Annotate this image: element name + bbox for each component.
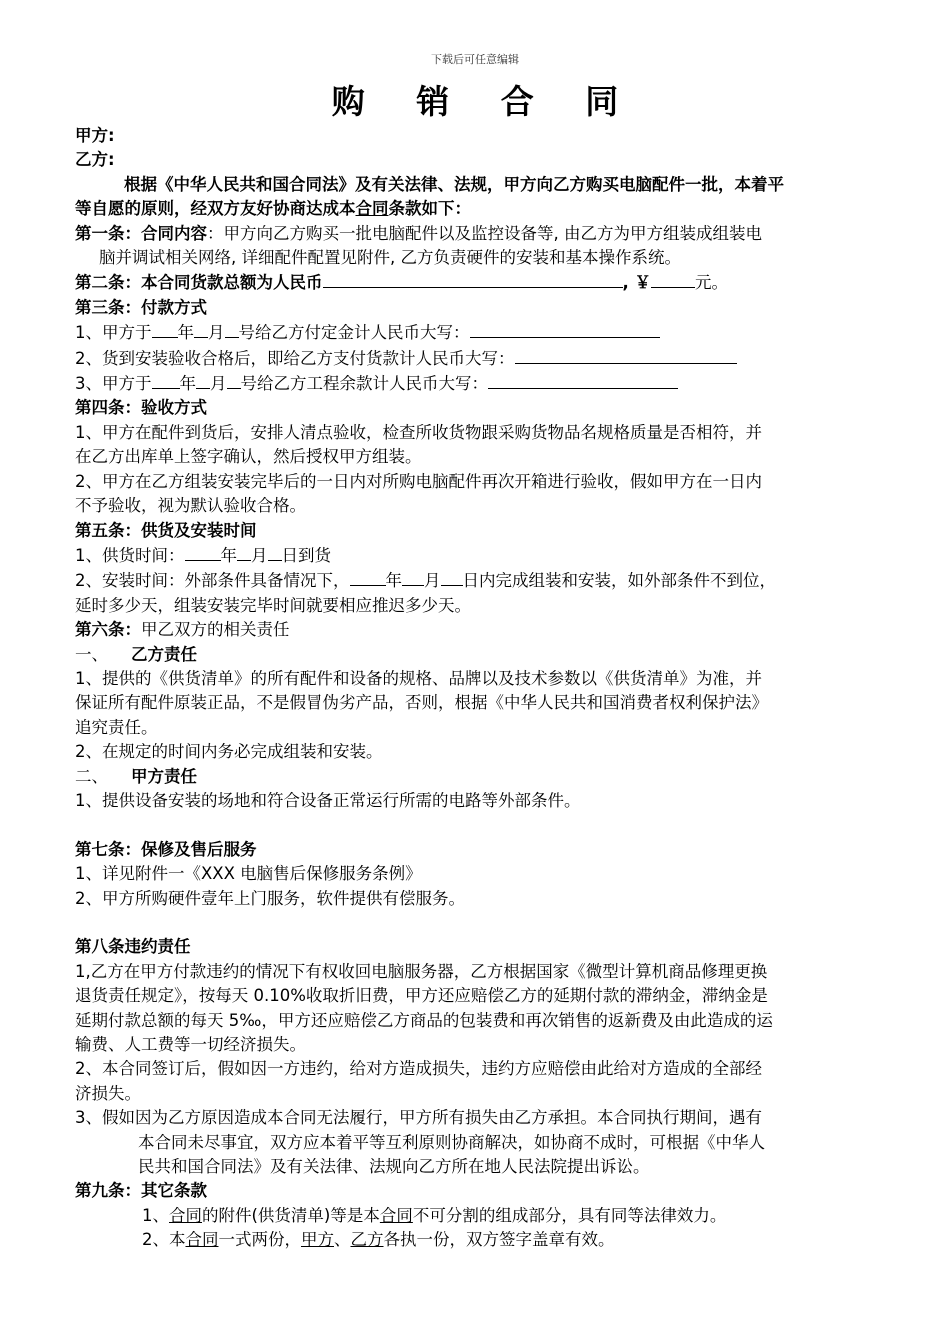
preamble-line-2: 等自愿的原则，经双方友好协商达成本合同条款如下： — [75, 199, 471, 219]
party-b-label: 乙方: — [75, 150, 115, 170]
article-8-p2-line-2: 济损失。 — [75, 1083, 141, 1103]
article-7-heading: 第七条：保修及售后服务 — [75, 839, 257, 859]
article-8-p1-line-1: 1,乙方在甲方付款违约的情况下有权收回电脑服务器，乙方根据国家《微型计算机商品修理更换 — [75, 961, 768, 981]
party-a-label: 甲方: — [75, 126, 115, 145]
spacer — [75, 911, 883, 935]
article-1-heading: 第一条：合同内容 — [75, 223, 207, 243]
article-9-p2: 2、本合同一式两份，甲方、乙方各执一份，双方签字盖章有效。 — [142, 1230, 615, 1250]
page-title: 购 销 合 同 — [331, 82, 639, 121]
article-4-p2-line-2: 不予验收，视为默认验收合格。 — [75, 496, 306, 516]
contract-body — [75, 124, 883, 1253]
article-6-s2-p1: 1、提供设备安装的场地和符合设备正常运行所需的电路等外部条件。 — [75, 790, 581, 810]
article-6-s1-p1-line-2: 保证所有配件原装正品，不是假冒伪劣产品，否则，根据《中华人民共和国消费者权利保护法》 — [75, 693, 768, 713]
total-amount-blank — [323, 270, 623, 288]
spacer — [75, 813, 883, 837]
article-9-p1: 1、合同的附件(供货清单)等是本合同不可分割的组成部分，具有同等法律效力。 — [142, 1205, 727, 1225]
article-5-item-2-line-2: 延时多少天，组装安装完毕时间就要相应推迟多少天。 — [75, 595, 471, 615]
total-amount-figure-blank — [651, 270, 695, 288]
article-1-line-2: 脑并调试相关网络, 详细配件配置见附件, 乙方负责硬件的安装和基本操作系统。 — [99, 248, 681, 268]
article-6-s1-p1-line-3: 追究责任。 — [75, 717, 158, 737]
preamble-line-1: 根据《中华人民共和国合同法》及有关法律、法规，甲方向乙方购买电脑配件一批，本着平 — [124, 174, 784, 194]
article-8-heading: 第八条违约责任 — [75, 937, 191, 957]
article-4-p1-line-2: 在乙方出库单上签字确认，然后授权甲方组装。 — [75, 447, 422, 467]
article-8-p3-line-2: 本合同未尽事宜，双方应本着平等互利原则协商解决，如协商不成时，可根据《中华人 — [138, 1132, 765, 1152]
article-3-item-3: 3、甲方于 年 月 号给乙方工程余款计人民币大写： — [75, 371, 883, 396]
article-6-section-2-heading: 二、 甲方责任 — [75, 766, 197, 786]
article-4-heading: 第四条：验收方式 — [75, 398, 207, 418]
article-5-item-1: 1、供货时间： 年 月 日到货 — [75, 543, 883, 568]
article-4-p2-line-1: 2、甲方在乙方组装安装完毕后的一日内对所购电脑配件再次开箱进行验收，假如甲方在一日内 — [75, 471, 762, 491]
article-7-p2: 2、甲方所购硬件壹年上门服务，软件提供有偿服务。 — [75, 888, 465, 908]
article-9-heading: 第九条：其它条款 — [75, 1181, 207, 1201]
article-3-item-1: 1、甲方于 年 月 号给乙方付定金计人民币大写： — [75, 320, 883, 345]
article-5-item-2-line-1: 2、安装时间：外部条件具备情况下， 年 月 日内完成组装和安装，如外部条件不到位， — [75, 568, 883, 593]
payment-amount-blank — [515, 346, 737, 364]
deposit-amount-blank — [470, 320, 660, 338]
article-4-p1-line-1: 1、甲方在配件到货后，安排人清点验收，检查所收货物跟采购货物品名规格质量是否相符，并 — [75, 422, 762, 442]
article-6-s1-p1-line-1: 1、提供的《供货清单》的所有配件和设备的规格、品牌以及技术参数以《供货清单》为准，并 — [75, 668, 762, 688]
article-7-p1: 1、详见附件一《XXX 电脑售后保修服务条例》 — [75, 864, 422, 884]
article-6-section-1-heading: 一、 乙方责任 — [75, 644, 197, 664]
article-2-line: 第二条：本合同货款总额为人民币 , ￥ 元。 — [75, 270, 883, 295]
balance-amount-blank — [488, 371, 678, 389]
header-note: 下载后可任意编辑 — [431, 53, 519, 66]
article-8-p1-line-4: 输费、人工费等一切经济损失。 — [75, 1035, 306, 1054]
article-8-p2-line-1: 2、本合同签订后，假如因一方违约，给对方造成损失，违约方应赔偿由此给对方造成的全部经 — [75, 1059, 762, 1079]
article-6-s1-p2: 2、在规定的时间内务必完成组装和安装。 — [75, 742, 383, 762]
article-8-p1-line-3: 延期付款总额的每天 5‰，甲方还应赔偿乙方商品的包装费和再次销售的返新费及由此造成的运 — [75, 1010, 773, 1030]
article-8-p3-line-3: 民共和国合同法》及有关法律、法规向乙方所在地人民法院提出诉讼。 — [138, 1157, 650, 1177]
article-5-heading: 第五条：供货及安装时间 — [75, 520, 257, 540]
article-3-heading: 第三条：付款方式 — [75, 297, 207, 317]
article-6-heading: 第六条：甲乙双方的相关责任 — [75, 620, 290, 640]
article-1-line-1: 第一条：合同内容：甲方向乙方购买一批电脑配件以及监控设备等, 由乙方为甲方组装成组装电 — [75, 223, 762, 243]
article-8-p3-line-1: 3、假如因为乙方原因造成本合同无法履行，甲方所有损失由乙方承担。本合同执行期间，遇有 — [75, 1108, 762, 1128]
article-3-item-2: 2、货到安装验收合格后，即给乙方支付货款计人民币大写： — [75, 346, 883, 371]
article-8-p1-line-2: 退货责任规定》，按每天 0.10%收取折旧费，甲方还应赔偿乙方的延期付款的滞纳金，滞纳金是 — [75, 986, 768, 1006]
